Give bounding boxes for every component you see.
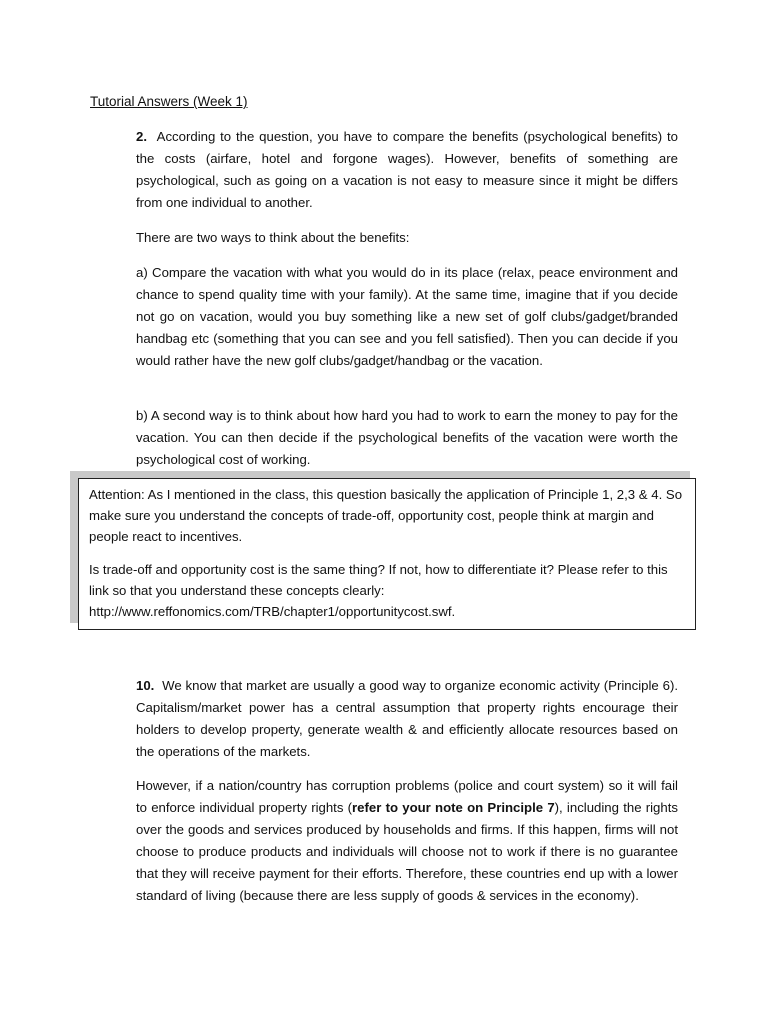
q10-p1-text: We know that market are usually a good way to organize economic activity (Principle 6). Capitalism/market power has a central assumption that property rights encourage their holders to develop property, generate wealth & and efficiently allocate resources based on the operations of the markets. bbox=[136, 678, 678, 759]
attention-box bbox=[78, 478, 696, 630]
q10-p2-end: ), including the rights over the goods and services produced by households and firms. If this happen, firms will not choose to produce products and individuals will choose not to work if there is no guarantee that they will receive payment for their efforts. Therefore, these countries end up with a lower standard of living (because there are less supply of goods & services in the economy). bbox=[136, 800, 678, 903]
q10-p2-start: However, if a nation/country has corruption problems (police and court system) so it will fail to enforce individual property rights ( bbox=[136, 778, 678, 815]
page-title: Tutorial Answers (Week 1) bbox=[90, 94, 248, 109]
question-2-section bbox=[136, 126, 678, 214]
q2-ways-paragraph: There are two ways to think about the benefits: bbox=[136, 230, 410, 245]
q2-intro-paragraph bbox=[136, 126, 678, 214]
opportunity-cost-link[interactable]: http://www.reffonomics.com/TRB/chapter1/opportunitycost.swf. bbox=[89, 604, 456, 619]
q2-option-a-paragraph: a) Compare the vacation with what you would do in its place (relax, peace environment and chance to spend quality time with your family). At the same time, imagine that if you decide not go on vacation, would you buy something like a new set of golf clubs/gadget/branded handbag etc (something that you can see and you fell satisfied). Then you can decide if you would rather have the new golf clubs/gadget/handbag or the vacation. bbox=[136, 265, 678, 368]
q2-option-b-paragraph: b) A second way is to think about how hard you had to work to earn the money to pay for the vacation. You can then decide if the psychological benefits of the vacation were worth the psychological cost of working. bbox=[136, 408, 678, 467]
q2-number: 2. bbox=[136, 129, 147, 144]
attention-paragraph: Attention: As I mentioned in the class, this question basically the application of Principle 1, 2,3 & 4. So make sure you understand the concepts of trade-off, opportunity cost, people think at margin and people react to incentives. bbox=[89, 487, 683, 544]
question-10-section bbox=[136, 675, 678, 763]
attention-question-text: Is trade-off and opportunity cost is the same thing? If not, how to differentiate it? Please refer to this link so that you understand these concepts clearly: bbox=[89, 562, 668, 598]
q2-intro-text: According to the question, you have to compare the benefits (psychological benefits) to the costs (airfare, hotel and forgone wages). However, benefits of something are psychological, such as going on a vacation is not easy to measure since it might be differs from one individual to another. bbox=[136, 129, 678, 210]
q10-p2-bold: refer to your note on Principle 7 bbox=[352, 800, 555, 815]
q10-paragraph-1 bbox=[136, 675, 678, 763]
attention-question-paragraph bbox=[89, 559, 685, 622]
q10-number: 10. bbox=[136, 678, 155, 693]
q10-paragraph-2 bbox=[136, 775, 678, 907]
